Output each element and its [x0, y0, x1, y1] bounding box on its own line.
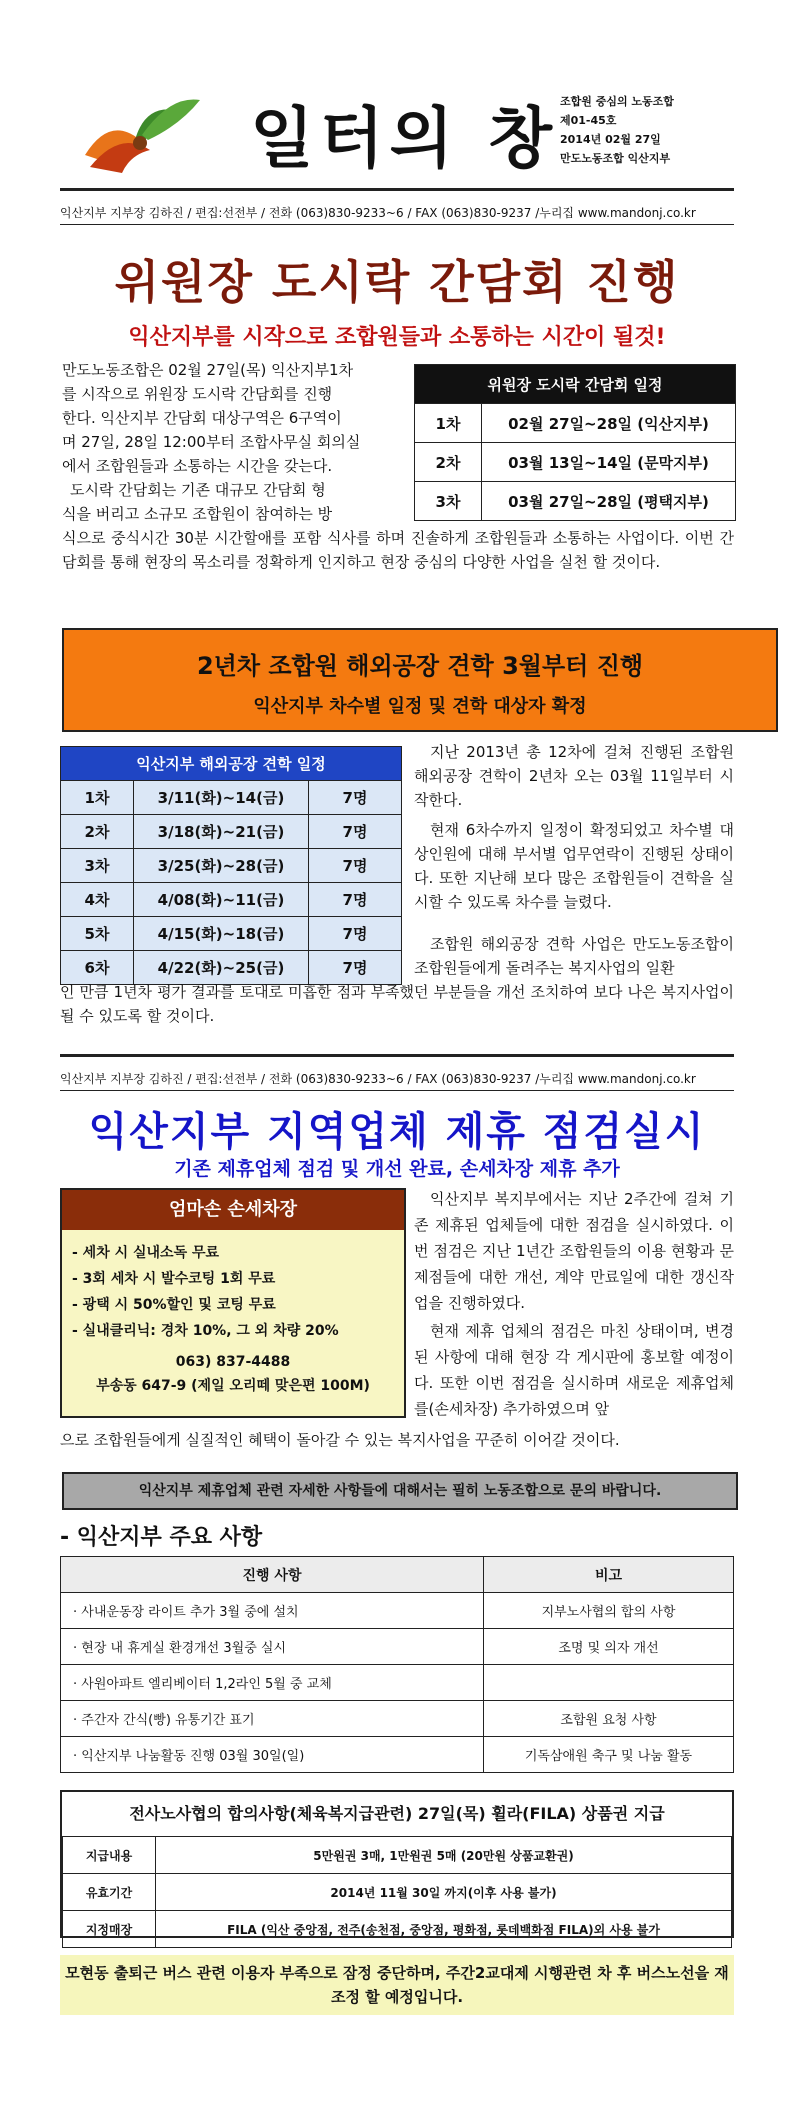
promo-benefit-list	[62, 1240, 404, 1344]
item-text: · 현장 내 휴게실 환경개선 3월중 실시	[61, 1629, 484, 1665]
article2-para3: 조합원 해외공장 견학 사업은 만도노동조합이 조합원들에게 돌려주는 복지사업의 일환	[414, 935, 734, 977]
body-line: 도시락 간담회는 기존 대규모 간담회 형	[70, 481, 326, 499]
credit-line: 익산지부 지부장 김하진 / 편집:선전부 / 전화 (063)830-9233~6 / FAX (063)830-9237 /누리집 www.mandonj.co.kr	[60, 1072, 696, 1086]
col-progress: 진행 사항	[61, 1557, 484, 1593]
agreement-table	[62, 1836, 732, 1948]
article2-header-box	[62, 628, 778, 732]
item-text: · 사원아파트 엘리베이터 1,2라인 5월 중 교체	[61, 1665, 484, 1701]
article2-headline: 2년차 조합원 해외공장 견학 3월부터 진행	[196, 652, 644, 680]
item-note: 조명 및 의자 개선	[484, 1629, 734, 1665]
tour-date: 4/15(화)~18(금)	[134, 917, 309, 951]
partner-inquiry-notice: 익산지부 제휴업체 관련 자세한 사항들에 대해서는 필히 노동조합으로 문의 바랍니다.	[62, 1472, 738, 1510]
schedule-round: 2차	[415, 443, 482, 482]
item-text: · 주간자 간식(빵) 유통기간 표기	[61, 1701, 484, 1737]
promo-benefit: - 3회 세차 시 발수코팅 1회 무료	[72, 1271, 276, 1287]
agreement-value: 2014년 11월 30일 까지(이후 사용 불가)	[156, 1874, 732, 1911]
divider	[60, 188, 734, 191]
tour-count: 7명	[309, 951, 402, 985]
item-note: 기독삼애원 축구 및 나눔 활동	[484, 1737, 734, 1773]
tour-round: 1차	[61, 781, 134, 815]
item-note	[484, 1665, 734, 1701]
col-note: 비고	[484, 1557, 734, 1593]
newsletter-title: 일터의 창	[250, 100, 559, 177]
article1-body	[62, 358, 402, 526]
article3-headline: 익산지부 지역업체 제휴 점검실시	[88, 1109, 706, 1155]
tour-count: 7명	[309, 883, 402, 917]
promo-phone: 063) 837-4488	[175, 1354, 291, 1370]
body-line: 식을 버리고 소규모 조합원이 참여하는 방	[62, 505, 333, 523]
item-text: · 사내운동장 라이트 추가 3월 중에 설치	[61, 1593, 484, 1629]
tour-round: 5차	[61, 917, 134, 951]
schedule-date: 03월 13일~14일 (문막지부)	[482, 443, 736, 482]
tour-date: 4/22(화)~25(금)	[134, 951, 309, 985]
divider	[60, 224, 734, 225]
agreement-label: 지정매장	[63, 1911, 156, 1948]
issue-number: 제01-45호	[560, 114, 617, 127]
body-line: 를 시작으로 위원장 도시락 간담회를 진행	[62, 385, 333, 403]
tour-count: 7명	[309, 849, 402, 883]
tour-date: 4/08(화)~11(금)	[134, 883, 309, 917]
article3-para1: 익산지부 복지부에서는 지난 2주간에 걸쳐 기존 제휴된 업체들에 대한 점검을 실시하였다. 이번 점검은 지난 1년간 조합원들의 이용 현황과 문제점들에 대한 개선, 계약 만료일에 대한 갱신작업을 진행하였다.	[414, 1190, 734, 1312]
body-line: 한다. 익산지부 간담회 대상구역은 6구역이	[62, 409, 342, 427]
factory-tour-table	[60, 746, 402, 985]
promo-benefit: - 세차 시 실내소독 무료	[72, 1245, 220, 1261]
agreement-label: 유효기간	[63, 1874, 156, 1911]
article2-para2: 현재 6차수까지 일정이 확정되었고 차수별 대상인원에 대해 부서별 업무연락이 진행된 상태이다. 또한 지난해 보다 많은 조합원들이 견학을 실시할 수 있도록 차수를 늘렸다.	[414, 821, 734, 911]
promo-benefit: - 실내클리닉: 경차 10%, 그 외 차량 20%	[72, 1323, 339, 1339]
item-note: 지부노사협의 합의 사항	[484, 1593, 734, 1629]
car-wash-promo-box	[60, 1188, 406, 1418]
schedule-round: 3차	[415, 482, 482, 521]
issue-date: 2014년 02월 27일	[560, 133, 661, 146]
masthead-tagline: 조합원 중심의 노동조합	[560, 95, 674, 108]
body-line: 에서 조합원들과 소통하는 시간을 갖는다.	[62, 457, 333, 475]
article1-body-tail: 식으로 중식시간 30분 시간할애를 포함 식사를 하며 진솔하게 조합원들과 소통하는 사업이다. 이번 간담회를 통해 현장의 목소리를 정확하게 인지하고 현장 중심의 다양한 사업을 실천 할 것이다.	[62, 529, 734, 571]
publisher: 만도노동조합 익산지부	[560, 152, 671, 165]
schedule-date: 02월 27일~28일 (익산지부)	[482, 404, 736, 443]
schedule-title: 위원장 도시락 간담회 일정	[415, 365, 736, 404]
schedule-date: 03월 27일~28일 (평택지부)	[482, 482, 736, 521]
main-items-heading: - 익산지부 주요 사항	[60, 1525, 263, 1550]
body-line: 만도노동조합은 02월 27일(목) 익산지부1차	[62, 361, 354, 379]
article2-para1: 지난 2013년 총 12차에 걸쳐 진행된 조합원 해외공장 견학이 2년차 오는 03월 11일부터 시작한다.	[414, 743, 734, 809]
tour-count: 7명	[309, 815, 402, 849]
tour-date: 3/18(화)~21(금)	[134, 815, 309, 849]
article3-para2: 현재 제휴 업체의 점검은 마친 상태이며, 변경된 사항에 대해 현장 각 게시판에 홍보할 예정이다. 또한 이번 점검을 실시하며 새로운 제휴업체를(손세차장) 추가하였으며 앞	[414, 1322, 734, 1418]
meeting-schedule-table	[414, 364, 736, 521]
tour-count: 7명	[309, 781, 402, 815]
tour-date: 3/11(화)~14(금)	[134, 781, 309, 815]
article2-para3-tail: 인 만큼 1년차 평가 결과를 토대로 미흡한 점과 부족했던 부분들을 개선 조치하여 보다 나은 복지사업이 될 수 있도록 할 것이다.	[60, 983, 734, 1025]
article1-headline: 위원장 도시락 간담회 진행	[114, 255, 680, 309]
agreement-value: 5만원권 3매, 1만원권 5매 (20만원 상품교환권)	[156, 1837, 732, 1874]
main-items-table	[60, 1556, 734, 1773]
bus-route-notice: 모현동 출퇴근 버스 관련 이용자 부족으로 잠정 중단하며, 주간2교대제 시행관련 차 후 버스노선을 재조정 할 예정입니다.	[60, 1955, 734, 2015]
article3-subhead: 기존 제휴업체 점검 및 개선 완료, 손세차장 제휴 추가	[174, 1158, 620, 1180]
divider	[60, 1054, 734, 1057]
schedule-round: 1차	[415, 404, 482, 443]
divider	[60, 1090, 734, 1091]
agreement-box	[60, 1790, 734, 1938]
item-note: 조합원 요청 사항	[484, 1701, 734, 1737]
tour-date: 3/25(화)~28(금)	[134, 849, 309, 883]
tour-round: 4차	[61, 883, 134, 917]
tour-round: 6차	[61, 951, 134, 985]
tour-table-title: 익산지부 해외공장 견학 일정	[61, 747, 402, 781]
agreement-title: 전사노사협의 합의사항(체육복지급관련) 27일(목) 휠라(FILA) 상품권 지급	[129, 1804, 665, 1823]
agreement-value: FILA (익산 중앙점, 전주(송천점, 중앙점, 평화점, 롯데백화점 FILA)외 사용 불가	[156, 1911, 732, 1948]
agreement-label: 지급내용	[63, 1837, 156, 1874]
masthead-info	[560, 92, 674, 168]
article1-subhead: 익산지부를 시작으로 조합원들과 소통하는 시간이 될것!	[128, 325, 666, 350]
article2-subhead: 익산지부 차수별 일정 및 견학 대상자 확정	[253, 696, 587, 717]
promo-title: 엄마손 손세차장	[62, 1190, 404, 1230]
item-text: · 익산지부 나눔활동 진행 03월 30일(일)	[61, 1737, 484, 1773]
union-logo	[80, 85, 210, 179]
article3-para-tail: 으로 조합원들에게 실질적인 혜택이 돌아갈 수 있는 복지사업을 꾸준히 이어갈 것이다.	[60, 1431, 620, 1449]
body-line: 며 27일, 28일 12:00부터 조합사무실 회의실	[62, 433, 361, 451]
tour-round: 2차	[61, 815, 134, 849]
promo-address: 부송동 647-9 (제일 오리떼 맞은편 100M)	[96, 1378, 370, 1394]
promo-benefit: - 광택 시 50%할인 및 코팅 무료	[72, 1297, 276, 1313]
credit-line: 익산지부 지부장 김하진 / 편집:선전부 / 전화 (063)830-9233~6 / FAX (063)830-9237 /누리집 www.mandonj.co.kr	[60, 206, 696, 220]
tour-round: 3차	[61, 849, 134, 883]
tour-count: 7명	[309, 917, 402, 951]
